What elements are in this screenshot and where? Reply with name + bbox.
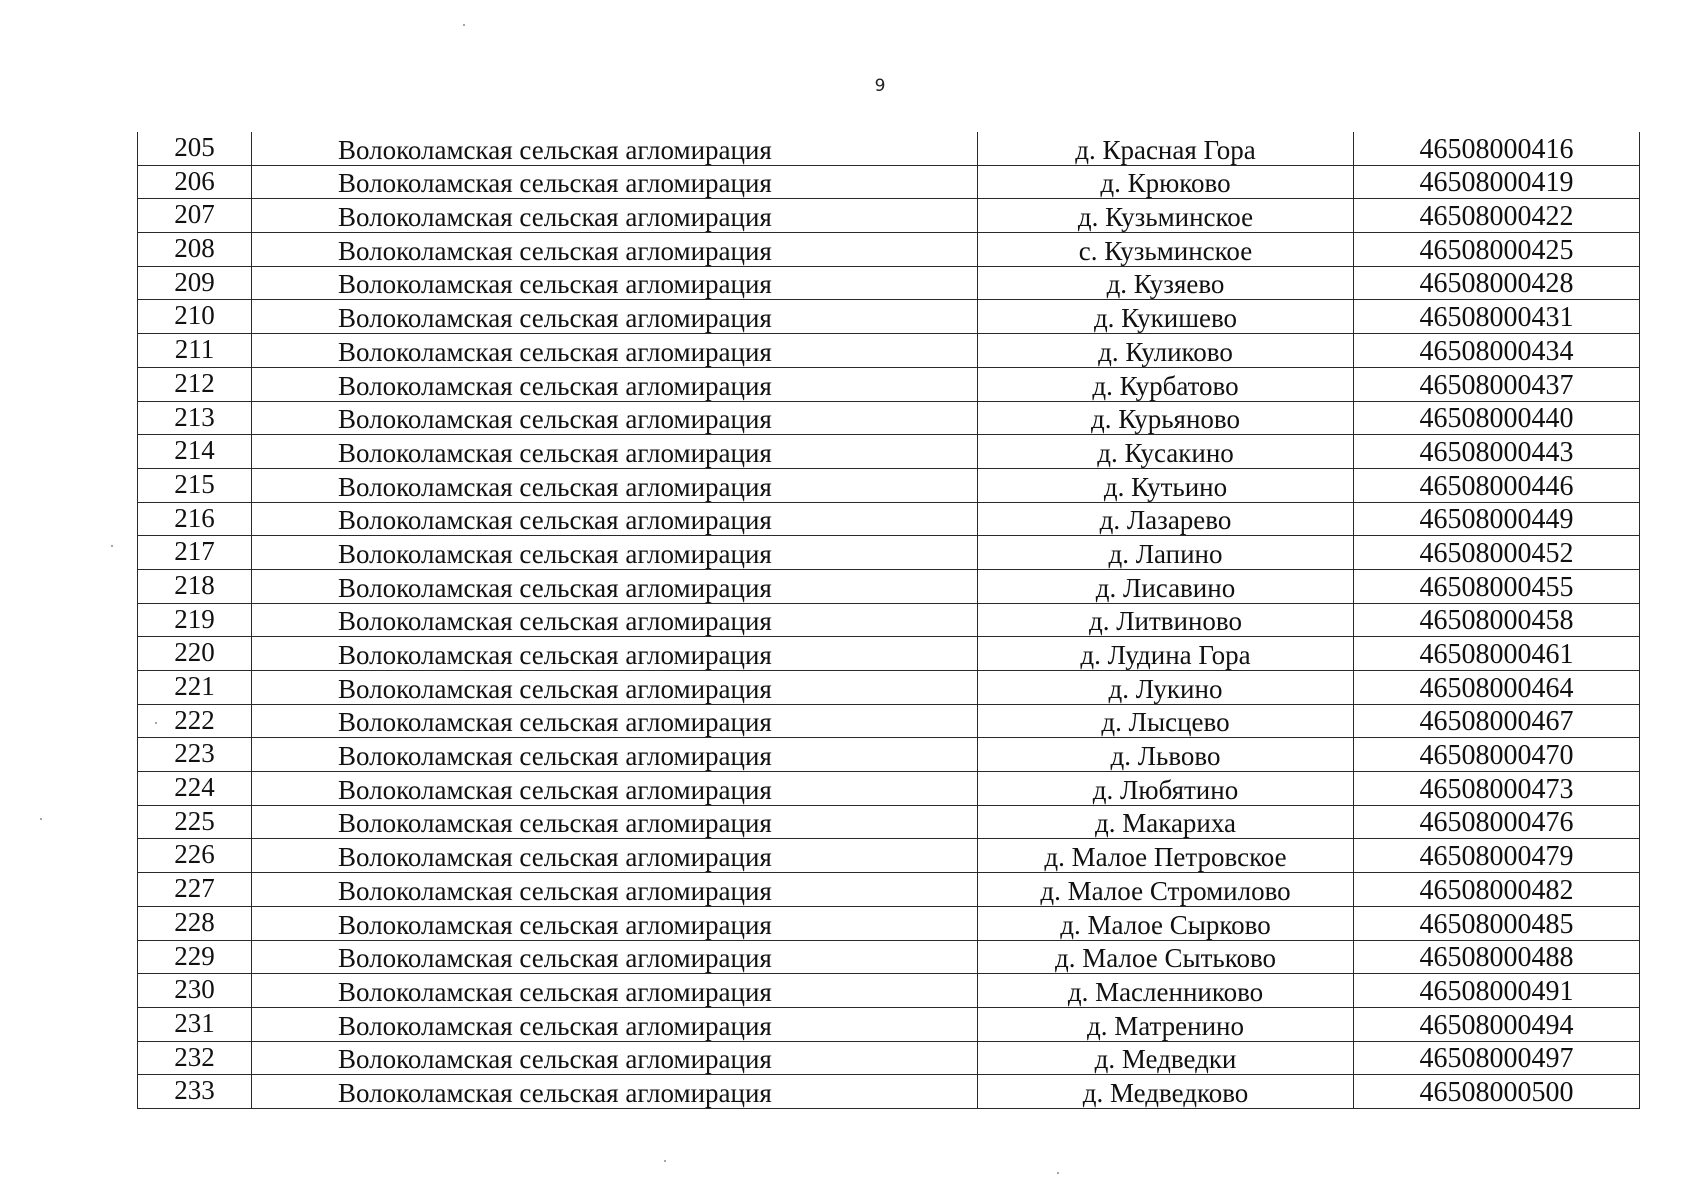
table-row [138, 772, 1640, 806]
agglomeration-cell: Волоколамская сельская агломирация [252, 637, 978, 671]
agglomeration-cell: Волоколамская сельская агломирация [252, 974, 978, 1008]
settlement-cell: д. Любятино [978, 772, 1354, 806]
settlement-cell: д. Литвиново [978, 603, 1354, 637]
oktmo-code-cell: 46508000461 [1354, 637, 1640, 671]
table-row [138, 300, 1640, 334]
row-number-cell: 205 [138, 132, 252, 165]
row-number-cell: 220 [138, 637, 252, 671]
table-row [138, 974, 1640, 1008]
table-row [138, 873, 1640, 907]
oktmo-code-cell: 46508000443 [1354, 435, 1640, 469]
settlement-cell: д. Красная Гора [978, 132, 1354, 165]
agglomeration-cell: Волоколамская сельская агломирация [252, 468, 978, 502]
row-number-cell: 219 [138, 603, 252, 637]
oktmo-code-cell: 46508000473 [1354, 772, 1640, 806]
agglomeration-cell: Волоколамская сельская агломирация [252, 300, 978, 334]
oktmo-code-cell: 46508000455 [1354, 569, 1640, 603]
scan-speck [111, 545, 113, 547]
table-row [138, 1075, 1640, 1109]
agglomeration-cell: Волоколамская сельская агломирация [252, 1075, 978, 1109]
oktmo-code-cell: 46508000434 [1354, 334, 1640, 368]
table-row [138, 805, 1640, 839]
oktmo-code-cell: 46508000452 [1354, 536, 1640, 570]
row-number-cell: 208 [138, 233, 252, 267]
settlement-cell: д. Малое Стромилово [978, 873, 1354, 907]
agglomeration-cell: Волоколамская сельская агломирация [252, 132, 978, 165]
oktmo-code-cell: 46508000425 [1354, 233, 1640, 267]
table-row [138, 839, 1640, 873]
settlement-cell: д. Кутьино [978, 468, 1354, 502]
row-number-cell: 226 [138, 839, 252, 873]
table-row [138, 704, 1640, 738]
agglomeration-cell: Волоколамская сельская агломирация [252, 772, 978, 806]
settlement-cell: д. Медведково [978, 1075, 1354, 1109]
row-number-cell: 232 [138, 1041, 252, 1075]
table-row [138, 1007, 1640, 1041]
agglomeration-cell: Волоколамская сельская агломирация [252, 671, 978, 705]
table-row [138, 906, 1640, 940]
table-row [138, 738, 1640, 772]
row-number-cell: 231 [138, 1007, 252, 1041]
settlement-cell: д. Малое Сырково [978, 906, 1354, 940]
row-number-cell: 228 [138, 906, 252, 940]
table-row [138, 435, 1640, 469]
oktmo-code-cell: 46508000485 [1354, 906, 1640, 940]
agglomeration-cell: Волоколамская сельская агломирация [252, 569, 978, 603]
oktmo-code-cell: 46508000428 [1354, 266, 1640, 300]
agglomeration-cell: Волоколамская сельская агломирация [252, 1007, 978, 1041]
settlement-cell: д. Матренино [978, 1007, 1354, 1041]
settlement-cell: д. Кузяево [978, 266, 1354, 300]
table-row [138, 637, 1640, 671]
oktmo-code-cell: 46508000419 [1354, 165, 1640, 199]
table-row [138, 233, 1640, 267]
row-number-cell: 230 [138, 974, 252, 1008]
settlement-cell: д. Крюково [978, 165, 1354, 199]
agglomeration-cell: Волоколамская сельская агломирация [252, 704, 978, 738]
row-number-cell: 209 [138, 266, 252, 300]
table-row [138, 1041, 1640, 1075]
oktmo-code-cell: 46508000431 [1354, 300, 1640, 334]
oktmo-code-cell: 46508000482 [1354, 873, 1640, 907]
row-number-cell: 206 [138, 165, 252, 199]
scan-speck [155, 722, 157, 724]
oktmo-code-cell: 46508000497 [1354, 1041, 1640, 1075]
agglomeration-cell: Волоколамская сельская агломирация [252, 536, 978, 570]
agglomeration-cell: Волоколамская сельская агломирация [252, 738, 978, 772]
row-number-cell: 216 [138, 502, 252, 536]
oktmo-code-cell: 46508000422 [1354, 199, 1640, 233]
oktmo-code-cell: 46508000416 [1354, 132, 1640, 165]
table-body [138, 132, 1640, 1108]
oktmo-code-cell: 46508000437 [1354, 367, 1640, 401]
settlement-cell: д. Куликово [978, 334, 1354, 368]
settlement-cell: д. Малое Петровское [978, 839, 1354, 873]
oktmo-code-cell: 46508000491 [1354, 974, 1640, 1008]
table-row [138, 569, 1640, 603]
agglomeration-cell: Волоколамская сельская агломирация [252, 367, 978, 401]
oktmo-code-cell: 46508000446 [1354, 468, 1640, 502]
row-number-cell: 211 [138, 334, 252, 368]
oktmo-code-cell: 46508000476 [1354, 805, 1640, 839]
table-row [138, 468, 1640, 502]
row-number-cell: 222 [138, 704, 252, 738]
table-row [138, 266, 1640, 300]
settlement-cell: д. Масленниково [978, 974, 1354, 1008]
table-row [138, 940, 1640, 974]
row-number-cell: 229 [138, 940, 252, 974]
agglomeration-cell: Волоколамская сельская агломирация [252, 940, 978, 974]
table-row [138, 199, 1640, 233]
settlements-table [137, 132, 1640, 1109]
oktmo-code-cell: 46508000488 [1354, 940, 1640, 974]
settlement-cell: д. Лудина Гора [978, 637, 1354, 671]
settlement-cell: д. Кузьминское [978, 199, 1354, 233]
row-number-cell: 213 [138, 401, 252, 435]
table-row [138, 603, 1640, 637]
scan-speck [1057, 1172, 1059, 1174]
agglomeration-cell: Волоколамская сельская агломирация [252, 165, 978, 199]
row-number-cell: 210 [138, 300, 252, 334]
agglomeration-cell: Волоколамская сельская агломирация [252, 1041, 978, 1075]
page-number: 9 [874, 76, 886, 96]
row-number-cell: 217 [138, 536, 252, 570]
table-row [138, 334, 1640, 368]
row-number-cell: 215 [138, 468, 252, 502]
settlement-cell: д. Макариха [978, 805, 1354, 839]
oktmo-code-cell: 46508000470 [1354, 738, 1640, 772]
agglomeration-cell: Волоколамская сельская агломирация [252, 401, 978, 435]
oktmo-code-cell: 46508000440 [1354, 401, 1640, 435]
table-row [138, 536, 1640, 570]
settlement-cell: д. Курьяново [978, 401, 1354, 435]
table-row [138, 671, 1640, 705]
oktmo-code-cell: 46508000464 [1354, 671, 1640, 705]
scan-speck [40, 818, 42, 820]
agglomeration-cell: Волоколамская сельская агломирация [252, 906, 978, 940]
oktmo-code-cell: 46508000458 [1354, 603, 1640, 637]
oktmo-code-cell: 46508000449 [1354, 502, 1640, 536]
oktmo-code-cell: 46508000500 [1354, 1075, 1640, 1109]
agglomeration-cell: Волоколамская сельская агломирация [252, 502, 978, 536]
scan-speck [463, 24, 465, 26]
row-number-cell: 212 [138, 367, 252, 401]
settlement-cell: д. Курбатово [978, 367, 1354, 401]
settlement-cell: с. Кузьминское [978, 233, 1354, 267]
agglomeration-cell: Волоколамская сельская агломирация [252, 873, 978, 907]
row-number-cell: 221 [138, 671, 252, 705]
settlement-cell: д. Лысцево [978, 704, 1354, 738]
settlement-cell: д. Лукино [978, 671, 1354, 705]
settlement-cell: д. Малое Сытьково [978, 940, 1354, 974]
settlement-cell: д. Лазарево [978, 502, 1354, 536]
settlement-cell: д. Львово [978, 738, 1354, 772]
oktmo-code-cell: 46508000467 [1354, 704, 1640, 738]
table-row [138, 165, 1640, 199]
row-number-cell: 233 [138, 1075, 252, 1109]
row-number-cell: 227 [138, 873, 252, 907]
settlement-cell: д. Кусакино [978, 435, 1354, 469]
table-row [138, 367, 1640, 401]
agglomeration-cell: Волоколамская сельская агломирация [252, 805, 978, 839]
agglomeration-cell: Волоколамская сельская агломирация [252, 233, 978, 267]
row-number-cell: 223 [138, 738, 252, 772]
table-row [138, 401, 1640, 435]
agglomeration-cell: Волоколамская сельская агломирация [252, 435, 978, 469]
settlement-cell: д. Медведки [978, 1041, 1354, 1075]
row-number-cell: 218 [138, 569, 252, 603]
agglomeration-cell: Волоколамская сельская агломирация [252, 603, 978, 637]
oktmo-code-cell: 46508000494 [1354, 1007, 1640, 1041]
agglomeration-cell: Волоколамская сельская агломирация [252, 266, 978, 300]
table-row [138, 502, 1640, 536]
settlement-cell: д. Лисавино [978, 569, 1354, 603]
settlements-table-container [137, 132, 1640, 1109]
settlement-cell: д. Лапино [978, 536, 1354, 570]
agglomeration-cell: Волоколамская сельская агломирация [252, 334, 978, 368]
scan-speck [664, 1160, 666, 1162]
row-number-cell: 225 [138, 805, 252, 839]
row-number-cell: 224 [138, 772, 252, 806]
row-number-cell: 207 [138, 199, 252, 233]
row-number-cell: 214 [138, 435, 252, 469]
settlement-cell: д. Кукишево [978, 300, 1354, 334]
agglomeration-cell: Волоколамская сельская агломирация [252, 839, 978, 873]
agglomeration-cell: Волоколамская сельская агломирация [252, 199, 978, 233]
oktmo-code-cell: 46508000479 [1354, 839, 1640, 873]
table-row [138, 132, 1640, 165]
